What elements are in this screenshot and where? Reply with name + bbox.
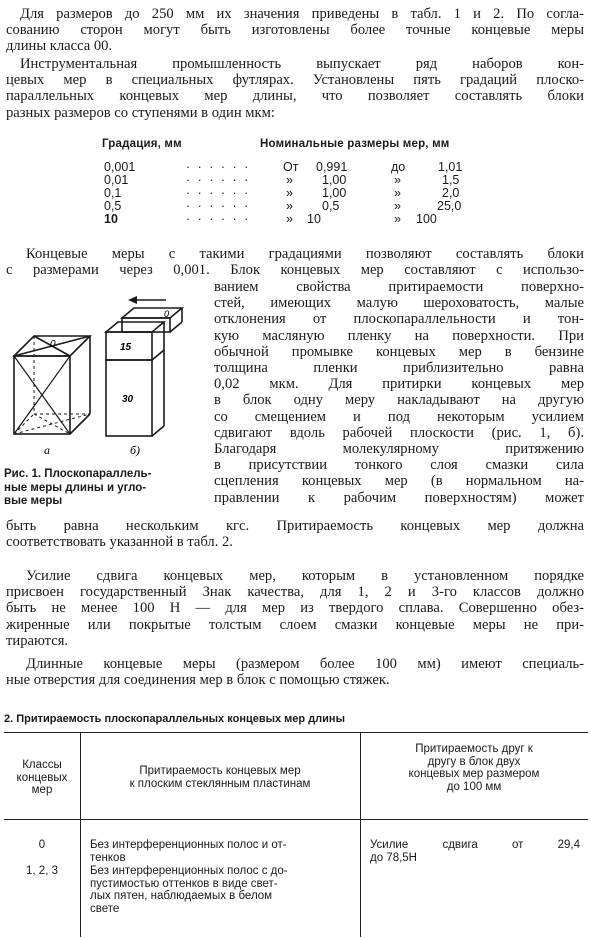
to-word: » [394, 173, 401, 187]
figure-drawing [4, 266, 210, 466]
table-divider [80, 733, 81, 937]
text-line: разных размеров со ступенями в один мкм: [6, 104, 275, 121]
text-line: быть не менее 100 Н — для мер из твердого сплава. Совершенно обез- [6, 600, 584, 617]
gradation-header-left: Градация, мм [102, 138, 182, 150]
text-line: жиренные или покрытые толстым слоем смазки концевые меры не при- [6, 616, 584, 633]
table-cell-class-0: 0 [38, 839, 46, 851]
to-value: 25,0 [437, 199, 462, 213]
text-line: длины класса 00. [6, 38, 113, 55]
header-line: другу в блок двух [427, 755, 521, 768]
paragraph-gradations-intro [6, 56, 584, 121]
to-value: 2,0 [442, 186, 460, 200]
text-line: сованию сторон могут быть изготовлены более точные концевые меры [6, 22, 584, 39]
text-line: сдвигают вдоль рабочей плоскости (рис. 1, б). [214, 424, 584, 441]
figure-caption [4, 468, 204, 509]
gradation-row [102, 186, 502, 199]
paragraph-shear-force [6, 568, 584, 649]
from-value: 0,5 [322, 199, 340, 213]
figure-label-zero: 0 [50, 339, 56, 350]
gradation-row [102, 199, 502, 212]
text-line: присвоен государственный Знак качества, для 1, 2 и 3-го классов должно [6, 584, 584, 601]
from-value: 0,991 [316, 160, 348, 174]
text-line: ванием свойства притираемости поверхно- [214, 279, 584, 295]
to-value: 1,5 [442, 173, 460, 187]
cube-drawing [14, 336, 90, 434]
text-line: Для размеров до 250 мм их значения приведены в табл. 1 и 2. По согла- [20, 6, 584, 22]
paragraph-blocks-wrapped [214, 279, 584, 506]
caption-line: ные меры длины и угло- [4, 481, 147, 494]
text-line: цевых мер в специальных футлярах. Установлены пять градаций плоско- [6, 72, 584, 89]
cell-line: пустимостью оттенков в виде свет- [90, 877, 278, 890]
paragraph-long-gauges [6, 656, 584, 688]
header-line: концевых мер размером [408, 768, 540, 781]
column-header-glass [80, 765, 360, 790]
header-line: к плоским стеклянным пластинам [129, 777, 311, 790]
text-line: Благодаря молекулярному притяжению [214, 441, 584, 458]
figure-label-a: а [44, 443, 50, 457]
column-header-block [360, 743, 588, 793]
figure-label-zero-b: 0 [164, 309, 170, 319]
table-cell-block-row1 [370, 839, 580, 864]
leader-dots: · · · · · · [186, 212, 251, 226]
from-word: От [283, 160, 299, 174]
paragraph-intro [6, 6, 584, 55]
header-line: Притираемость друг к [415, 743, 533, 755]
gradation-step: 0,01 [104, 173, 129, 187]
text-line: 0,02 мкм. Для притирки концевых мер [214, 376, 584, 393]
block-stack-drawing [106, 296, 182, 436]
cell-line: до 78,5Н [370, 851, 417, 864]
text-line: с размерами через 0,001. Блок концевых мер составляют с использо- [6, 262, 584, 279]
leader-dots: · · · · · · [186, 199, 251, 213]
gradation-header-right: Номинальные размеры мер, мм [260, 138, 450, 150]
gradation-step: 0,1 [104, 186, 122, 200]
from-value: 10 [307, 212, 321, 226]
column-header-class [4, 759, 80, 797]
from-word: » [286, 199, 293, 213]
header-line: до 100 мм [446, 780, 502, 793]
leader-dots: · · · · · · [186, 173, 251, 187]
gradation-step: 0,5 [104, 199, 122, 213]
cell-line: Без интерференционных полос с до- [90, 865, 288, 877]
from-word: » [286, 212, 293, 226]
cell-line: тенков [90, 851, 126, 864]
cell-line: лых пятен, наблюдаемых в белом [90, 890, 273, 903]
figure-label-30: 30 [122, 394, 134, 405]
text-line: толщина пленки приблизительно равна [214, 360, 584, 377]
text-line: тираются. [6, 632, 69, 649]
cell-line: Без интерференционных полос и от- [90, 839, 287, 851]
header-line: Классы [22, 759, 62, 771]
figure-label-b: б) [130, 443, 141, 457]
to-word: » [394, 199, 401, 213]
from-value: 1,00 [322, 186, 347, 200]
text-line: Инструментальная промышленность выпускает ряд наборов кон- [20, 56, 584, 72]
text-line: правлении к рабочим поверхностям) может [214, 489, 584, 506]
table-title: 2. Притираемость плоскопараллельных концевых мер длины [4, 713, 345, 725]
paragraph-blocks-tail [6, 518, 584, 550]
table-cell-class-123: 1, 2, 3 [26, 865, 58, 877]
gradation-row [102, 212, 502, 225]
from-word: » [286, 173, 293, 187]
gradation-row [102, 160, 502, 173]
text-line: Усилие сдвига концевых мер, которым в установленном порядке [26, 568, 584, 584]
to-word: до [391, 160, 406, 174]
text-line: Длинные концевые меры (размером более 100 мм) имеют специаль- [26, 656, 584, 672]
header-line: концевых [16, 771, 68, 784]
wringability-table [4, 732, 588, 937]
gradation-step: 0,001 [104, 160, 136, 174]
text-line: отклонения от плоскопараллельности и тон- [214, 311, 584, 328]
text-line: стей, имеющих малую шероховатость, малые [214, 295, 584, 312]
cell-line: Усилие сдвига от 29,4 [370, 839, 580, 851]
text-line: сцепления концевых мер (в нормальном на- [214, 473, 584, 490]
to-value: 100 [416, 212, 437, 226]
text-line: в присутствии тонкого слоя смазки сила [214, 457, 584, 474]
table-header-rule [4, 819, 588, 820]
from-value: 1,00 [322, 173, 347, 187]
caption-line: вые меры [4, 495, 63, 507]
leader-dots: · · · · · · [186, 160, 251, 174]
text-line: параллельных концевых мер длины, что позволяет составлять блоки [6, 88, 584, 105]
text-line: в блок одну меру накладывают на другую [214, 392, 584, 409]
figure-label-15: 15 [120, 342, 132, 353]
text-line: соответствовать указанной в табл. 2. [6, 534, 233, 551]
figure-gauge-blocks [4, 266, 210, 466]
cell-line: свете [90, 902, 120, 915]
table-cell-glass-row1 [90, 839, 352, 864]
text-line: ные отверстия для соединения мер в блок с помощью стяжек. [6, 672, 390, 689]
text-line: кую масляную пленку на поверхности. При [214, 327, 584, 344]
caption-line: Рис. 1. Плоскопараллель- [4, 468, 152, 480]
table-cell-glass-row2 [90, 865, 352, 915]
leader-dots: · · · · · · [186, 186, 251, 200]
text-line: обычной промывке концевых мер в бензине [214, 343, 584, 360]
header-line: Притираемость концевых мер [139, 765, 301, 777]
to-word: » [394, 186, 401, 200]
from-word: » [286, 186, 293, 200]
text-line: со смещением и под некоторым усилием [214, 408, 584, 425]
gradation-row [102, 173, 502, 186]
header-line: мер [31, 784, 53, 797]
to-word: » [394, 212, 401, 226]
text-line: быть равна нескольким кгс. Притираемость концевых мер должна [6, 518, 584, 534]
to-value: 1,01 [438, 160, 463, 174]
gradation-step: 10 [104, 212, 118, 226]
text-line: Концевые меры с такими градациями позволяют составлять блоки [26, 246, 584, 262]
